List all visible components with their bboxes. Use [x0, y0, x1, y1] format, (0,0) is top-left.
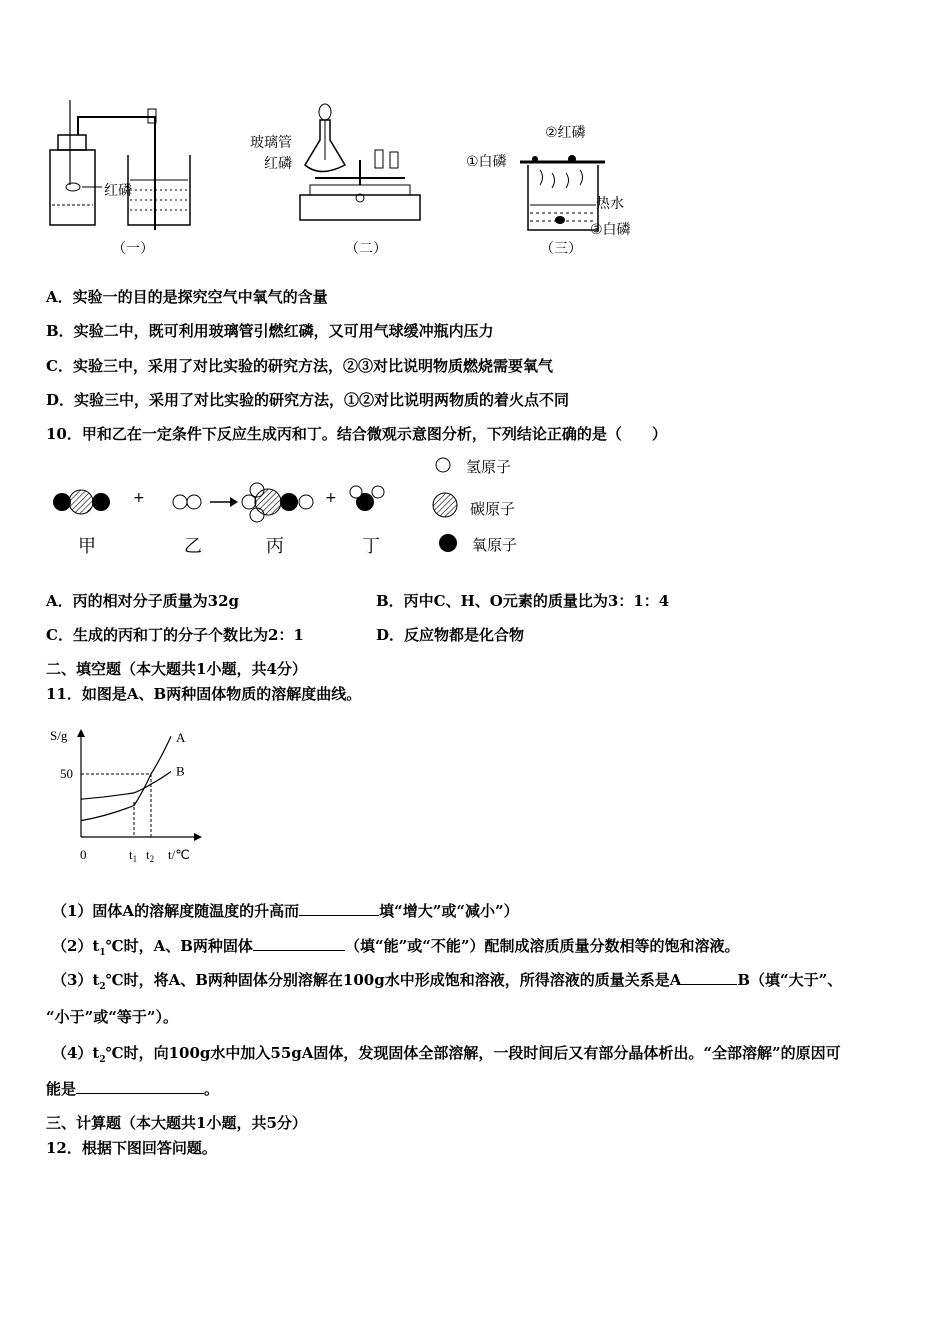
curve-label-b: B — [176, 763, 185, 779]
q11-part-4 — [52, 1042, 841, 1065]
q9-option-b: B．实验二中，既可利用玻璃管引燃红磷，又可用气球缓冲瓶内压力 — [46, 322, 494, 340]
q11-p4-text-c: 能是 — [46, 1080, 77, 1098]
x-tick-t2-sub: 2 — [149, 854, 155, 864]
q11-part-3 — [52, 969, 842, 992]
exp3-hot-water-label: 热水 — [596, 196, 624, 212]
legend-hydrogen: 氢原子 — [466, 458, 512, 476]
y-axis-label: S/g — [50, 728, 68, 743]
q11-stem: 11．如图是A、B两种固体物质的溶解度曲线。 — [46, 685, 362, 703]
molecule-label-yi: 乙 — [184, 536, 202, 557]
q11-p2-text-c: （填“能”或“不能”）配制成溶质质量分数相等的饱和溶液。 — [344, 937, 740, 955]
curve-a — [81, 736, 171, 820]
q11-p4-blank[interactable] — [76, 1093, 204, 1094]
atom-legend — [430, 452, 570, 562]
experiment-2-balance — [295, 100, 425, 230]
exp3-white-phosphorus-label-1: ①白磷 — [466, 154, 507, 170]
exp2-caption: （二） — [345, 241, 387, 257]
exp3-caption: （三） — [540, 241, 582, 257]
q9-option-d: D．实验三中，采用了对比实验的研究方法，①②对比说明两物质的着火点不同 — [46, 391, 570, 409]
curve-b — [81, 771, 171, 799]
x-axis-label: t/℃ — [168, 847, 190, 862]
exp1-caption: （一） — [112, 241, 154, 257]
y-tick-50: 50 — [60, 766, 73, 781]
section-2-heading: 二、填空题（本大题共1小题，共4分） — [46, 660, 307, 678]
q10-option-b: B．丙中C、H、O元素的质量比为3：1：4 — [376, 592, 670, 610]
experiment-figure-2 — [295, 100, 425, 230]
molecule-label-bing: 丙 — [266, 536, 284, 557]
q11-p2-blank[interactable] — [253, 950, 345, 951]
q11-part-1 — [52, 900, 519, 921]
q11-p4-text-a: （4）t — [52, 1044, 100, 1062]
q11-p3-sub: 2 — [99, 982, 106, 992]
q11-part-4-cont — [46, 1078, 219, 1099]
molecule-diagram — [45, 480, 395, 530]
exp2-glass-tube-label: 玻璃管 — [250, 135, 292, 151]
q10-option-a: A．丙的相对分子质量为32g — [46, 592, 240, 610]
q11-p2-text-b: ℃时，A、B两种固体 — [105, 937, 253, 955]
legend-icons — [430, 452, 470, 562]
origin-label: 0 — [80, 847, 87, 862]
curve-label-a: A — [176, 730, 186, 746]
exp3-red-phosphorus-label: ②红磷 — [545, 125, 586, 141]
plus-sign-1: + — [133, 490, 145, 506]
q10-option-d: D．反应物都是化合物 — [376, 626, 525, 644]
legend-oxygen: 氧原子 — [472, 536, 518, 554]
x-axis-arrow — [194, 833, 202, 841]
q12-stem: 12．根据下图回答问题。 — [46, 1139, 217, 1157]
y-axis-arrow — [77, 729, 85, 737]
exp2-red-phosphorus-label: 红磷 — [264, 156, 292, 172]
exp3-white-phosphorus-label-3: ③白磷 — [590, 222, 631, 238]
solubility-chart-svg — [46, 722, 216, 867]
q9-option-c: C．实验三中，采用了对比实验的研究方法，②③对比说明物质燃烧需要氧气 — [46, 357, 553, 375]
legend-carbon: 碳原子 — [470, 500, 516, 518]
q10-stem: 10．甲和乙在一定条件下反应生成丙和丁。结合微观示意图分析，下列结论正确的是（ ） — [46, 425, 667, 443]
molecule-label-jia: 甲 — [78, 536, 96, 557]
x-tick-t2: $t_2$ — [146, 847, 155, 864]
x-tick-t1: $t_1$ — [129, 847, 138, 864]
q11-p2-text-a: （2）t — [52, 937, 100, 955]
section-3-heading: 三、计算题（本大题共1小题，共5分） — [46, 1114, 307, 1132]
q10-option-c: C．生成的丙和丁的分子个数比为2：1 — [46, 626, 304, 644]
x-tick-t1-sub: 1 — [132, 854, 138, 864]
q11-p4-sub: 2 — [99, 1055, 106, 1065]
q11-p3-text-b: ℃时，将A、B两种固体分别溶解在100g水中形成饱和溶液，所得溶液的质量关系是A — [105, 971, 682, 989]
q11-p3-text-a: （3）t — [52, 971, 100, 989]
q11-part-3-cont: “小于”或“等于”）。 — [46, 1008, 179, 1026]
q11-p3-blank[interactable] — [681, 984, 737, 985]
plus-sign-2: + — [325, 490, 337, 506]
solubility-chart — [46, 722, 216, 867]
q11-p4-text-d: 。 — [204, 1080, 220, 1098]
q11-p4-text-b: ℃时，向100g水中加入55gA固体，发现固体全部溶解，一段时间后又有部分晶体析出。“全部溶解”的原因可 — [105, 1044, 841, 1062]
q11-p1-text-a: （1）固体A的溶解度随温度的升高而 — [52, 902, 300, 920]
q11-p1-blank[interactable] — [299, 915, 379, 916]
q11-p3-text-c: B（填“大于”、 — [737, 971, 843, 989]
q10-reaction-diagram — [45, 480, 395, 530]
q11-p2-sub: 1 — [99, 948, 106, 958]
q11-part-2 — [52, 935, 739, 958]
q11-p1-text-b: 填“增大”或“减小”） — [379, 902, 519, 920]
exp1-red-phosphorus-label: 红磷 — [104, 183, 132, 199]
molecule-label-ding: 丁 — [362, 536, 380, 557]
q9-option-a: A．实验一的目的是探究空气中氧气的含量 — [46, 288, 328, 306]
